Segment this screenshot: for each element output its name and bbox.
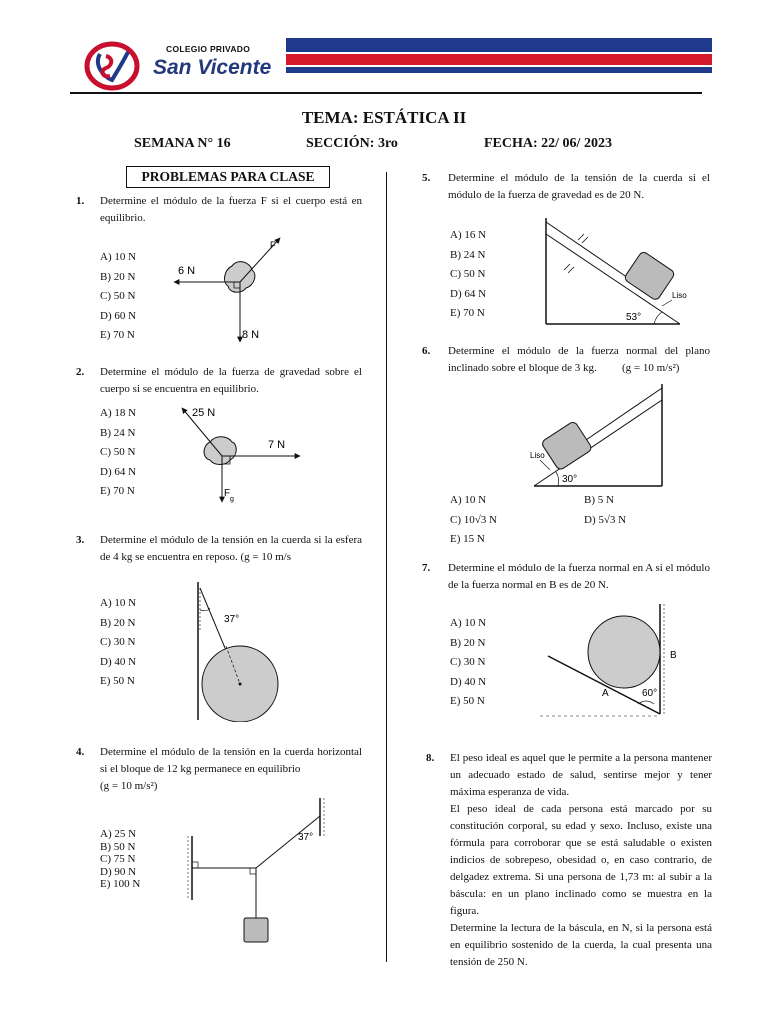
problem-4-gravity: (g = 10 m/s²) xyxy=(100,780,158,792)
option[interactable]: D) 64 N xyxy=(100,465,137,478)
column-divider xyxy=(386,172,387,962)
problem-3-figure xyxy=(190,580,290,722)
section-label: SECCIÓN: 3ro xyxy=(306,136,398,151)
option[interactable]: D) 60 N xyxy=(100,309,137,322)
problem-2-number: 2. xyxy=(76,366,85,378)
option[interactable]: B) 24 N xyxy=(450,248,486,261)
force-7n-label: 7 N xyxy=(268,439,286,451)
option[interactable]: A) 10 N xyxy=(450,617,487,629)
problem-1-number: 1. xyxy=(76,195,85,207)
option[interactable]: E) 70 N xyxy=(450,307,485,319)
option[interactable]: A) 10 N xyxy=(450,494,487,506)
school-name: San Vicente xyxy=(153,56,272,79)
force-25n-label: 25 N xyxy=(192,407,216,419)
option[interactable]: D) 40 N xyxy=(450,675,487,688)
option[interactable]: D) 5√3 N xyxy=(584,513,627,526)
label-a: A xyxy=(602,688,609,699)
option[interactable]: C) 10√3 N xyxy=(450,513,497,526)
problem-4-number: 4. xyxy=(76,746,85,758)
angle-30-label: 30° xyxy=(562,474,578,485)
force-6n-label: 6 N xyxy=(178,265,196,277)
page-title: TEMA: ESTÁTICA II xyxy=(301,108,467,127)
label-b: B xyxy=(670,650,677,661)
option[interactable]: E) 15 N xyxy=(450,533,485,545)
problem-4-options xyxy=(100,828,140,891)
problem-8-paragraph: El peso ideal de cada persona está marcado por su constitución corporal, su edad y sexo. Incluso, existe una fórmula para corroborar que se está saludable o existen indicios de sobrepeso, obesidad o, en caso contrario, de delgadez extrema. Si una persona de 1,73 m: al subir a la báscula: en un plano inclinado como se muestra en la figura. xyxy=(450,803,712,917)
problem-6-number: 6. xyxy=(422,345,431,357)
option[interactable]: E) 70 N xyxy=(100,329,135,341)
force-8n-label: 8 N xyxy=(242,329,260,341)
option[interactable]: B) 20 N xyxy=(450,636,486,649)
problem-8-paragraph: El peso ideal es aquel que le permite a la persona mantener un adecuado estado de salud, sentirse mejor y tener máxima esperanza de vida. xyxy=(450,752,712,798)
force-f-label: F xyxy=(270,240,276,250)
option[interactable]: A) 18 N xyxy=(100,407,137,419)
problem-7-options xyxy=(450,614,486,712)
problem-5-number: 5. xyxy=(422,172,431,184)
header-stripe-blue xyxy=(286,38,712,52)
problem-6-figure xyxy=(530,380,670,492)
problem-7-text: Determine el módulo de la fuerza normal en A si el módulo de la fuerza normal en B es de 20 N. xyxy=(448,562,710,591)
problem-2-options xyxy=(100,404,136,502)
option[interactable]: A) 25 N xyxy=(100,828,137,840)
section-heading: PROBLEMAS PARA CLASE xyxy=(126,166,330,188)
header-stripe-blue-2 xyxy=(286,67,712,73)
option[interactable]: C) 50 N xyxy=(100,290,136,302)
option[interactable]: B) 20 N xyxy=(100,616,136,629)
option[interactable]: C) 75 N xyxy=(100,853,136,865)
problem-3-options xyxy=(100,594,136,692)
header-rule xyxy=(70,92,702,94)
header-stripe-red xyxy=(286,54,712,65)
angle-53-label: 53° xyxy=(626,312,642,323)
week-label: SEMANA N° 16 xyxy=(134,136,231,151)
problem-1-text: Determine el módulo de la fuerza F si el cuerpo está en equilibrio. xyxy=(100,195,362,224)
option[interactable]: B) 24 N xyxy=(100,426,136,439)
force-fg-label: F xyxy=(224,488,231,499)
problem-3-text: Determine el módulo de la tensión en la cuerda si la esfera de 4 kg se encuentra en reposo. (g = 10 m/s xyxy=(100,534,362,563)
option[interactable]: C) 50 N xyxy=(100,446,136,458)
smooth-label: Liso xyxy=(530,451,545,460)
problem-5-options xyxy=(450,226,486,324)
option[interactable]: C) 30 N xyxy=(100,636,136,648)
problem-2-figure xyxy=(172,402,312,506)
problem-5-figure xyxy=(538,214,698,328)
option[interactable]: A) 10 N xyxy=(100,251,137,263)
option[interactable]: B) 5 N xyxy=(584,494,614,506)
problem-1-options xyxy=(100,248,136,346)
problem-5-text: Determine el módulo de la tensión de la cuerda si el módulo de la fuerza de gravedad es de 20 N. xyxy=(448,172,710,201)
problem-6-text: Determine el módulo de la fuerza normal del plano inclinado sobre el bloque de 3 kg. xyxy=(448,345,710,374)
school-small-label: COLEGIO PRIVADO xyxy=(166,44,251,54)
option[interactable]: B) 20 N xyxy=(100,270,136,283)
problem-2-text: Determine el módulo de la fuerza de gravedad sobre el cuerpo si se encuentra en equilibrio. xyxy=(100,366,362,395)
angle-37-label: 37° xyxy=(298,832,314,843)
problem-8-body xyxy=(450,750,712,971)
option[interactable]: C) 50 N xyxy=(450,268,486,280)
option[interactable]: D) 90 N xyxy=(100,865,137,878)
force-fg-subscript: g xyxy=(230,496,234,503)
date-label: FECHA: 22/ 06/ 2023 xyxy=(484,136,612,151)
option[interactable]: D) 40 N xyxy=(100,655,137,668)
option[interactable]: E) 50 N xyxy=(450,695,485,707)
option[interactable]: B) 50 N xyxy=(100,840,136,853)
problem-8-number: 8. xyxy=(426,752,435,764)
option[interactable]: A) 10 N xyxy=(100,597,137,609)
problem-7-figure xyxy=(534,600,694,724)
option[interactable]: A) 16 N xyxy=(450,229,487,241)
option[interactable]: E) 100 N xyxy=(100,878,141,890)
school-logo-icon xyxy=(84,40,140,92)
option[interactable]: E) 50 N xyxy=(100,675,135,687)
option[interactable]: C) 30 N xyxy=(450,656,486,668)
problem-3-number: 3. xyxy=(76,534,85,546)
smooth-label: Liso xyxy=(672,291,687,300)
problem-1-figure xyxy=(168,228,292,346)
problem-6-gravity: (g = 10 m/s²) xyxy=(622,362,680,374)
problem-6-options-right xyxy=(584,491,626,530)
problem-4-text: Determine el módulo de la tensión en la cuerda horizontal si el bloque de 12 kg permanece en equilibrio xyxy=(100,746,362,775)
option[interactable]: E) 70 N xyxy=(100,485,135,497)
problem-8-paragraph: Determine la lectura de la báscula, en N, si la persona está en equilibrio sostenido de la cuerda, la cual presenta una tensión de 250 N. xyxy=(450,922,712,968)
problem-4-figure xyxy=(186,796,326,946)
problem-7-number: 7. xyxy=(422,562,431,574)
angle-37-label: 37° xyxy=(224,614,240,625)
option[interactable]: D) 64 N xyxy=(450,287,487,300)
angle-60-label: 60° xyxy=(642,688,658,699)
problem-6-options-left xyxy=(450,491,497,550)
